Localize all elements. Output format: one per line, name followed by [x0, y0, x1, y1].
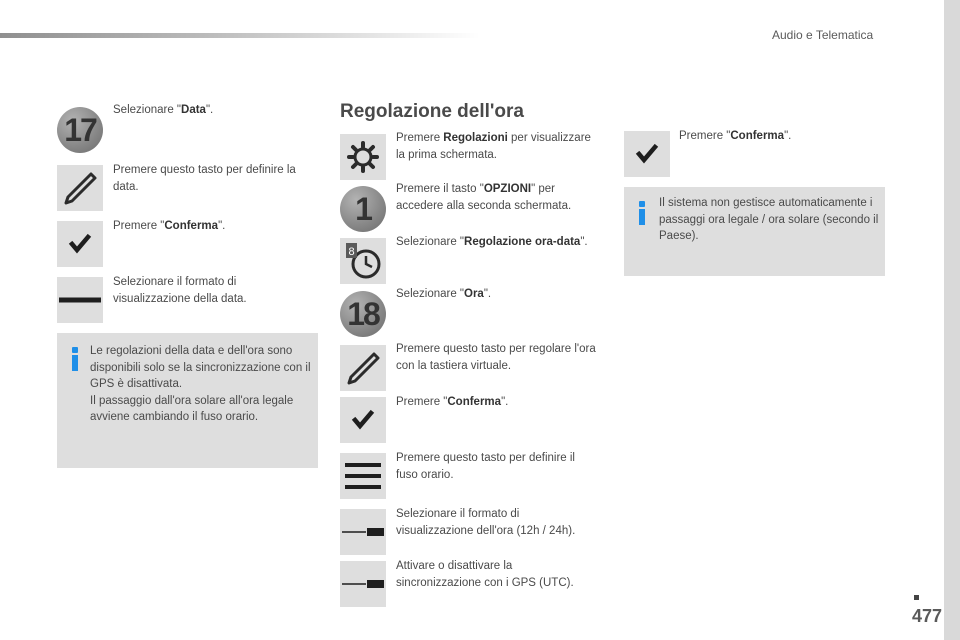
header-gradient-bar [0, 33, 480, 38]
confirm-tile-3 [624, 131, 670, 177]
note-left-text: Le regolazioni della data e dell'ora sono disponibili solo se la sincronizzazione con il GPS è disattivata. Il passaggio dall'ora solare all'ora legale avviene cambiando il fuso orario. [90, 345, 311, 423]
clock-text: Selezionare "Regolazione ora-data". [396, 236, 588, 248]
section-title: Audio e Telematica [772, 28, 874, 42]
pencil-icon [57, 165, 103, 211]
clock-tile [340, 238, 386, 284]
step-badge-18: 18 [340, 291, 386, 337]
checkmark-icon [624, 131, 670, 177]
confirm-text-2: Premere "Conferma". [396, 396, 509, 408]
pencil-text-2: Premere questo tasto per regolare l'ora con la tastiera virtuale. [396, 343, 596, 372]
hour-format-text: Selezionare il formato di visualizzazione dell'ora (12h / 24h). [396, 508, 576, 537]
info-note-right [624, 187, 885, 276]
gear-icon [340, 134, 386, 180]
confirm-tile [57, 221, 103, 267]
step-badge-17: 17 [57, 107, 103, 153]
step-17-text: Selezionare "Data". [113, 104, 214, 116]
settings-text: Premere Regolazioni per visualizzare la prima schermata. [396, 132, 591, 161]
page-number: 477 [912, 606, 943, 626]
toggle-icon [57, 277, 103, 323]
timezone-text: Premere questo tasto per definire il fuso orario. [396, 452, 575, 481]
pencil-tile [57, 165, 103, 211]
hour-format-tile [340, 509, 386, 555]
toggle-icon [340, 561, 386, 607]
timezone-tile [340, 453, 386, 499]
info-note-left [57, 333, 318, 468]
pencil-text: Premere questo tasto per definire la data. [113, 164, 296, 193]
step-badge-1: 1 [340, 186, 386, 232]
format-text: Selezionare il formato di visualizzazione della data. [113, 276, 247, 305]
format-tile [57, 277, 103, 323]
toggle-icon [340, 509, 386, 555]
confirm-text-3: Premere "Conferma". [679, 130, 792, 142]
confirm-text: Premere "Conferma". [113, 220, 226, 232]
clock-icon [340, 238, 386, 284]
settings-tile [340, 134, 386, 180]
clock-tile-digit: 8 [348, 246, 355, 258]
hamburger-icon [340, 453, 386, 499]
pencil-icon [340, 345, 386, 391]
note-right-text: Il sistema non gestisce automaticamente i passaggi ora legale / ora solare (secondo il Paese). [659, 197, 879, 242]
section-heading: Regolazione dell'ora [340, 101, 524, 122]
gps-text: Attivare o disattivare la sincronizzazione con i GPS (UTC). [396, 560, 574, 589]
ora-text: Selezionare "Ora". [396, 288, 492, 300]
info-icon [71, 347, 79, 371]
confirm-tile-2 [340, 397, 386, 443]
checkmark-icon [340, 397, 386, 443]
gps-tile [340, 561, 386, 607]
page-edge-bar [944, 0, 960, 640]
options-text: Premere il tasto "OPZIONI" per accedere alla seconda schermata. [396, 183, 572, 212]
pencil-tile-2 [340, 345, 386, 391]
info-icon [638, 201, 646, 225]
checkmark-icon [57, 221, 103, 267]
page-marker [914, 595, 919, 600]
